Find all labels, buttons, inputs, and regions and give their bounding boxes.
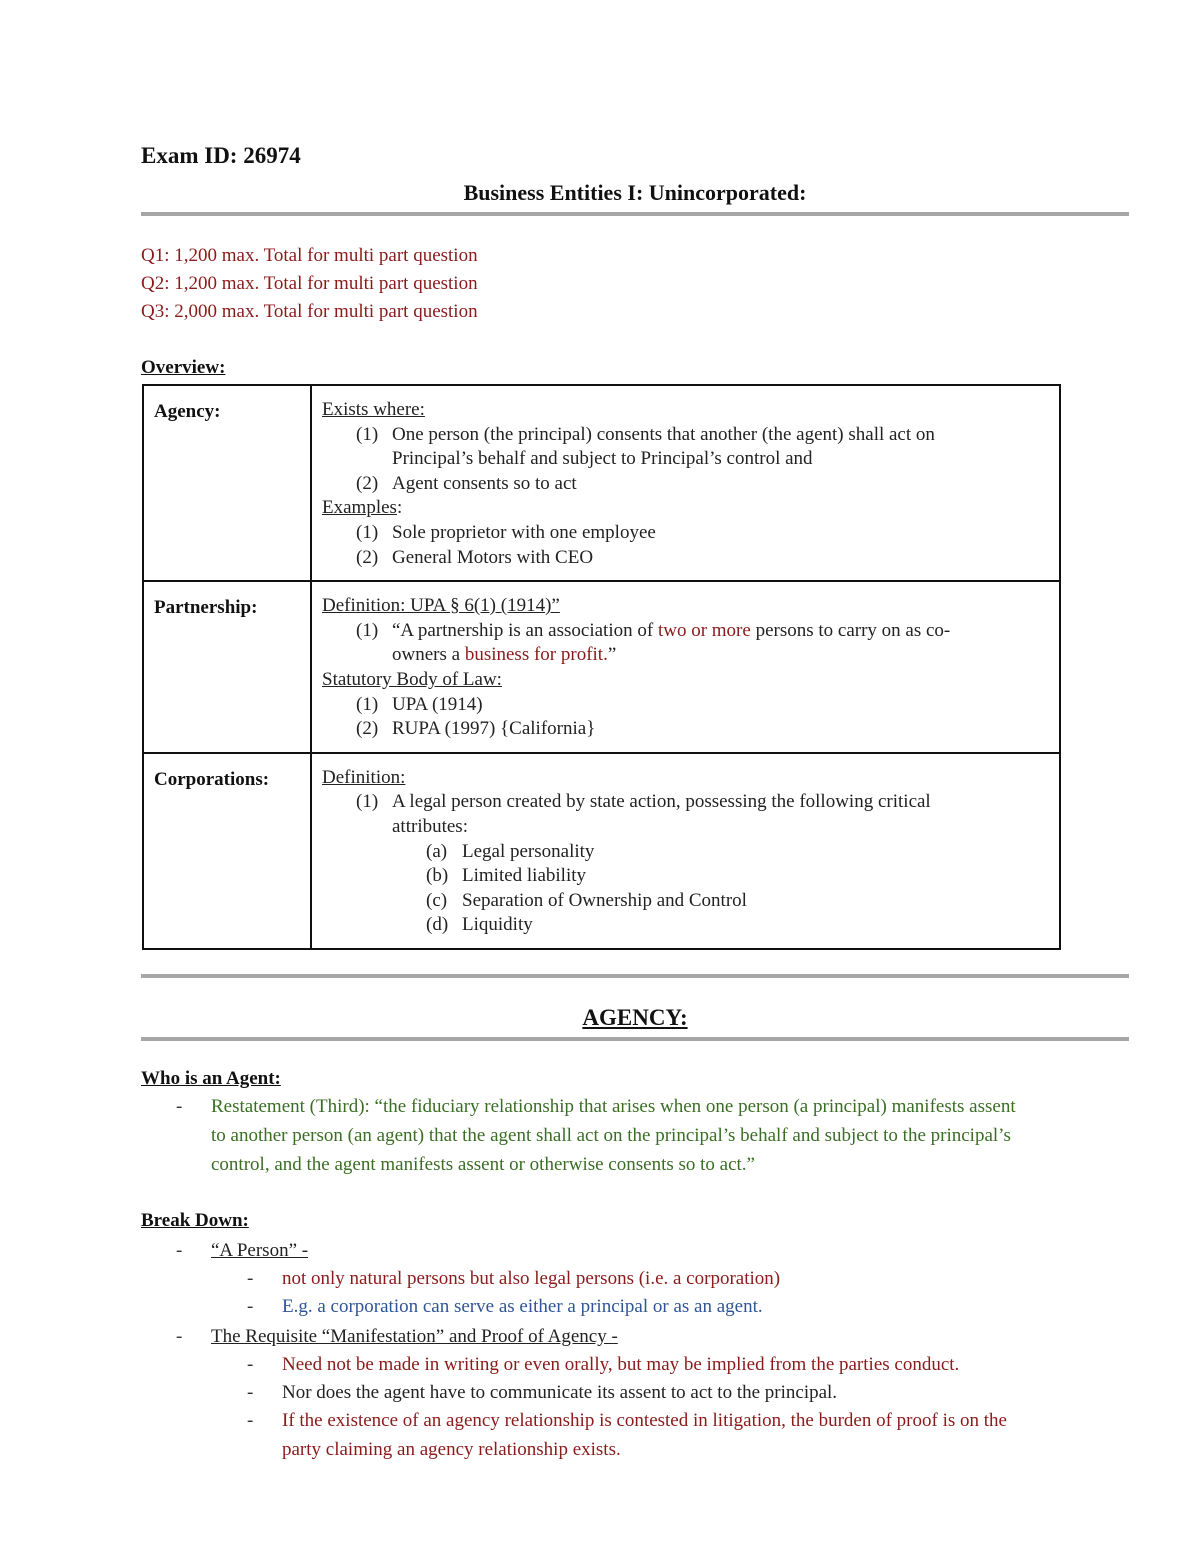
a-person-heading: “A Person” - [211,1240,309,1261]
list-number: (2) [356,718,379,740]
list-item: (1) A legal person created by state action, possessing the following critical attributes: [356,791,931,837]
row-content-partnership [311,581,1060,753]
row-content-agency [311,385,1060,581]
horizontal-rule [141,1037,1129,1041]
list-number: (1) [356,619,379,641]
exam-id: Exam ID: 26974 [141,143,301,168]
list-number: (2) [356,546,379,568]
bullet-dash: - [247,1354,254,1375]
list-item: (2) General Motors with CEO [322,546,1059,571]
list-item: If the existence of an agency relationship is contested in litigation, the burden of proof is on the party claiming an agency relationship exists. [282,1410,1007,1460]
bullet-dash: - [247,1268,254,1289]
restatement-definition: Restatement (Third): “the fiduciary relationship that arises when one person (a principal) manifests assent to another person (an agent) that the agent shall act on the principal’s behalf and subject to the principal’s control, and the agent manifests assent or otherwise consents so to act.” [211,1096,1016,1175]
list-letter: (b) [426,865,449,887]
list-item: (a) Legal personality [322,840,1059,865]
examples-heading: Examples: [322,497,403,519]
manifestation-heading: The Requisite “Manifestation” and Proof of Agency - [211,1326,618,1347]
bullet-dash: - [247,1296,254,1317]
row-label-corporations: Corporations: [143,753,311,949]
bullet-dash: - [247,1410,254,1431]
question-limit-q1: Q1: 1,200 max. Total for multi part question [141,245,478,266]
course-title: Business Entities I: Unincorporated: [463,180,807,205]
list-item: (1) One person (the principal) consents that another (the agent) shall act on Principal’s behalf and subject to Principal’s control and [356,423,935,470]
list-item: (1) Sole proprietor with one employee [322,521,1059,546]
overview-table [142,384,1061,950]
list-item: (1) UPA (1914) [322,693,1059,718]
list-item: Need not be made in writing or even orally, but may be implied from the parties conduct. [282,1354,960,1375]
row-content-corporations [311,753,1060,949]
table-row-partnership [143,581,1060,753]
row-label-agency: Agency: [143,385,311,581]
row-label-partnership: Partnership: [143,581,311,753]
bullet-dash: - [247,1382,254,1403]
list-item: E.g. a corporation can serve as either a principal or as an agent. [282,1296,763,1317]
horizontal-rule [141,212,1129,216]
list-letter: (d) [426,914,449,936]
exists-where-heading: Exists where: [322,399,425,420]
list-number: (1) [356,693,379,715]
table-row-corporations [143,753,1060,949]
bullet-dash: - [176,1326,183,1347]
list-item: (2) RUPA (1997) {California} [322,717,1059,742]
list-letter: (a) [426,840,448,862]
question-limit-q3: Q3: 2,000 max. Total for multi part question [141,301,478,322]
list-number: (2) [356,472,379,494]
who-is-agent-heading: Who is an Agent: [141,1068,281,1089]
list-number: (1) [356,521,379,543]
list-item: Nor does the agent have to communicate its assent to act to the principal. [282,1382,838,1403]
question-limit-q2: Q2: 1,200 max. Total for multi part question [141,273,478,294]
agency-section-title: AGENCY: [582,1005,688,1030]
break-down-heading: Break Down: [141,1210,249,1231]
overview-heading: Overview: [141,357,226,378]
list-item: (d) Liquidity [322,913,1059,938]
horizontal-rule [141,974,1129,978]
list-item: (c) Separation of Ownership and Control [322,889,1059,914]
definition-heading: Definition: [322,766,406,788]
list-item: not only natural persons but also legal persons (i.e. a corporation) [282,1268,781,1289]
list-item: (b) Limited liability [322,864,1059,889]
list-number: (1) [356,791,379,813]
table-row-agency [143,385,1060,581]
list-number: (1) [356,423,379,445]
definition-heading: Definition: UPA § 6(1) (1914)” [322,595,560,617]
list-letter: (c) [426,889,448,911]
list-item: (2) Agent consents so to act [322,472,1059,497]
bullet-dash: - [176,1240,183,1261]
list-item: (1) “A partnership is an association of two or more persons to carry on as co- owners a business for profit.” [356,619,951,666]
statutory-heading: Statutory Body of Law: [322,668,502,690]
bullet-dash: - [176,1096,183,1117]
